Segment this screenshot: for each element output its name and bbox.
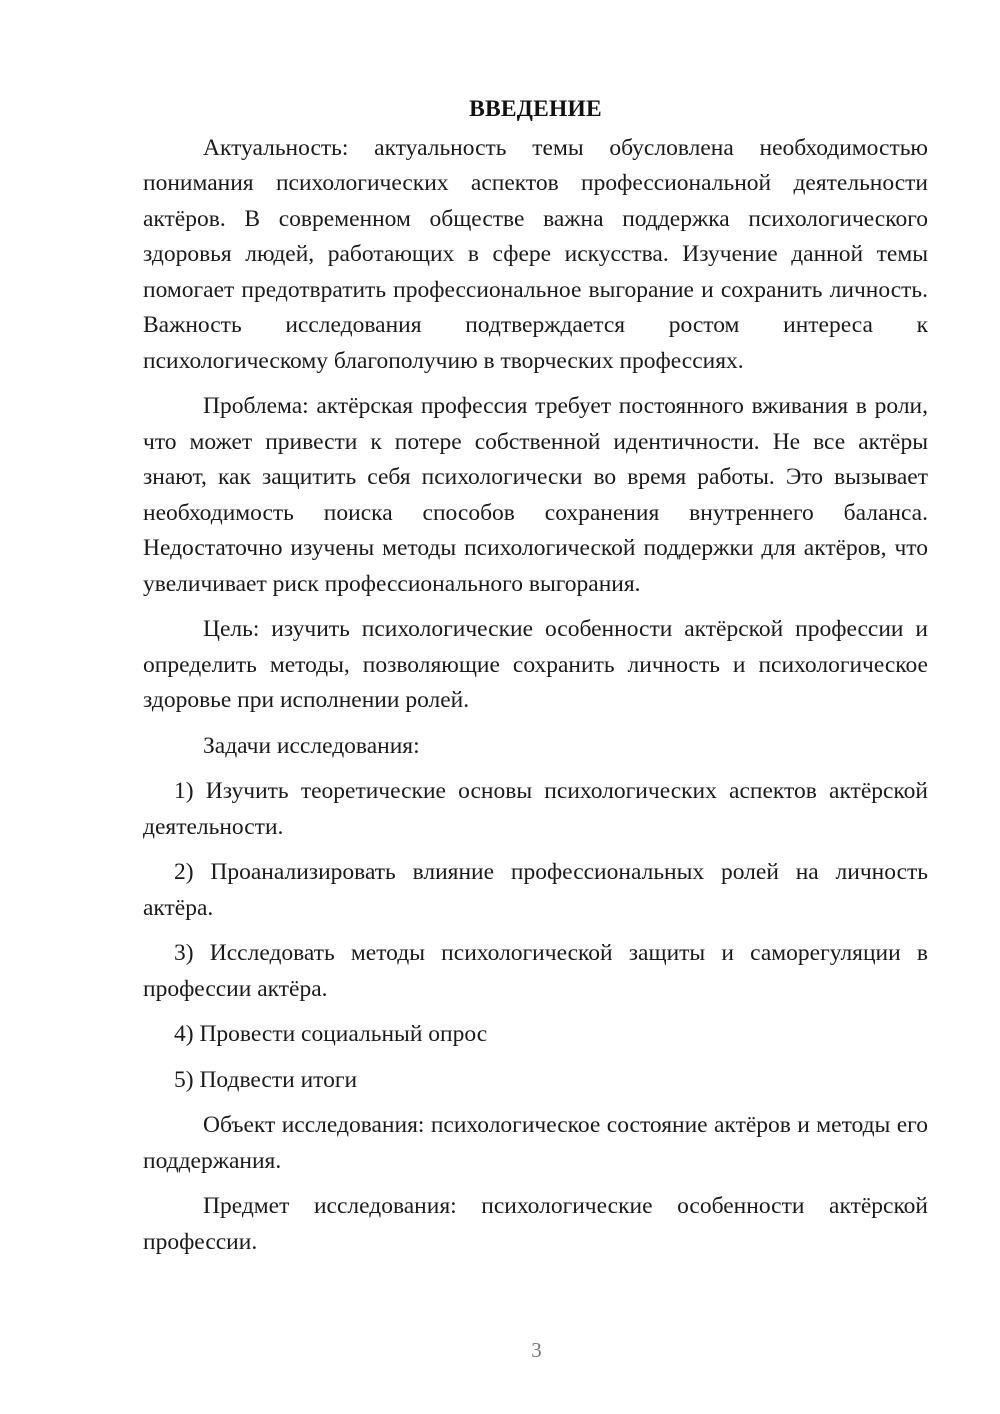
research-object-paragraph: Объект исследования: психологическое состояние актёров и методы его поддержания. [143, 1112, 928, 1174]
page-number: 3 [531, 1338, 542, 1362]
task-item: 1) Изучить теоретические основы психологических аспектов актёрской деятельности. [143, 778, 928, 840]
tasks-heading: Задачи исследования: [203, 732, 420, 759]
page-content [143, 92, 928, 1270]
task-item: 4) Провести социальный опрос [174, 1021, 488, 1047]
task-item: 2) Проанализировать влияние профессиональных ролей на личность актёра. [143, 859, 928, 921]
relevance-paragraph: Актуальность: актуальность темы обусловлена необходимостью понимания психологических аспектов профессиональной деятельности актёров. В современном обществе важна поддержка психологического здоровья людей, работающих в сфере искусства. Изучение данной темы помогает предотвратить профессиональное выгорание и сохранить личность. Важность исследования подтверждается ростом интереса к психологическому благополучию в творческих профессиях. [143, 134, 928, 374]
task-item: 3) Исследовать методы психологической защиты и саморегуляции в профессии актёра. [143, 940, 928, 1002]
page-title: ВВЕДЕНИЕ [469, 96, 602, 122]
goal-paragraph: Цель: изучить психологические особенности актёрской профессии и определить методы, позволяющие сохранить личность и психологическое здоровье при исполнении ролей. [143, 616, 928, 713]
research-subject-paragraph: Предмет исследования: психологические особенности актёрской профессии. [143, 1193, 928, 1255]
problem-paragraph: Проблема: актёрская профессия требует постоянного вживания в роли, что может привести к потере собственной идентичности. Не все актёры знают, как защитить себя психологически во время работы. Это вызывает необходимость поиска способов сохранения внутреннего баланса. Недостаточно изучены методы психологической поддержки для актёров, что увеличивает риск профессионального выгорания. [143, 393, 928, 597]
task-item: 5) Подвести итоги [174, 1066, 358, 1093]
